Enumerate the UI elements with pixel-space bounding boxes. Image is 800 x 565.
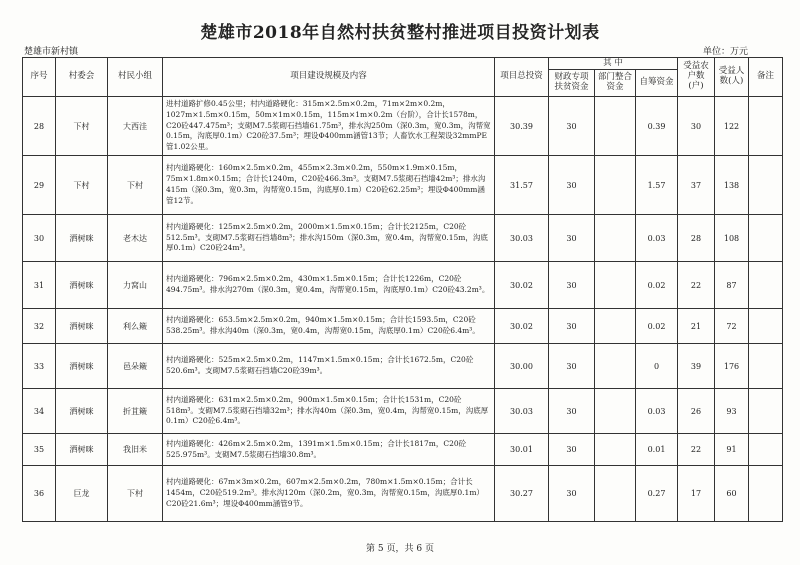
cell-content: 村内道路硬化：525m×2.5m×0.2m，1147m×1.5m×0.15m；合计长1672.5m，C20砼520.6m³。支砌M7.5浆砌石挡墙C20砼39m³。 [163,344,495,389]
cell-dept [595,97,636,156]
cell-dept [595,389,636,434]
cell-self: 0.03 [636,215,678,262]
cell-remark [749,466,783,522]
cell-dept [595,309,636,344]
cell-seq: 35 [23,434,56,466]
table-row [23,344,783,389]
cell-households: 17 [678,466,715,522]
cell-total: 31.57 [495,156,549,215]
cell-people: 91 [715,434,749,466]
cell-households: 37 [678,156,715,215]
cell-fiscal: 30 [549,389,595,434]
cell-fiscal: 30 [549,215,595,262]
cell-fiscal: 30 [549,262,595,309]
table-row [23,309,783,344]
header-group: 村民小组 [108,58,163,97]
cell-seq: 36 [23,466,56,522]
cell-committee: 洒树咪 [56,262,108,309]
cell-people: 93 [715,389,749,434]
header-households: 受益农户数(户) [678,58,715,97]
cell-self: 0.02 [636,262,678,309]
cell-content: 村内道路硬化：125m×2.5m×0.2m，2000m×1.5m×0.15m；合计长2125m，C20砼512.5m³。支砌M7.5浆砌石挡墙8m³；排水沟150m（深0.3m，宽0.4m，沟帮宽0.15m，沟底厚0.1m）C20砼24m³。 [163,215,495,262]
header-remark: 备注 [749,58,783,97]
cell-total: 30.03 [495,389,549,434]
cell-committee: 洒树咪 [56,389,108,434]
cell-content: 村内道路硬化：653.5m×2.5m×0.2m，940m×1.5m×0.15m；合计长1593.5m，C20砼538.25m³。排水沟40m（深0.3m，宽0.4m，沟帮宽0.15m，沟底厚0.1m）C20砼6.4m³。 [163,309,495,344]
header-among: 其 中 [549,58,678,70]
cell-dept [595,156,636,215]
header-committee: 村委会 [56,58,108,97]
page-footer: 第 5 页，共 6 页 [366,544,434,554]
cell-total: 30.03 [495,215,549,262]
document-title: 楚雄市2018年自然村扶贫整村推进项目投资计划表 [200,23,600,43]
cell-group: 下村 [108,156,163,215]
cell-dept [595,434,636,466]
cell-content: 村内道路硬化：160m×2.5m×0.2m，455m×2.3m×0.2m，550m×1.9m×0.15m，75m×1.8m×0.15m；合计长1240m，C20砼466.3m³。支砌M7.5浆砌石挡墙42m³；排水沟415m（深0.3m，宽0.3m，沟帮宽0.15m，沟底厚0.1m）C20砼62.25m³；埋设Φ400mm涵管12节。 [163,156,495,215]
unit-label: 单位：万元 [702,47,748,57]
cell-fiscal: 30 [549,309,595,344]
cell-self: 0.03 [636,389,678,434]
cell-group: 邑朵簸 [108,344,163,389]
cell-people: 87 [715,262,749,309]
cell-self: 0.01 [636,434,678,466]
cell-content: 进村道路扩修0.45公里；村内道路硬化：315m×2.5m×0.2m，71m×2m×0.2m，1027m×1.5m×0.15m，50m×1m×0.15m，115m×1m×0.2m（台阶），合计长1578m，C20砼447.475m³；支砌M7.5浆砌石挡墙61.75m³，排水沟250m（深0.3m，宽0.3m，沟帮宽0.15m，沟底厚0.1m）C20砼37.5m³；埋设Φ400mm涵管13节；人畜饮水工程架设32mmPE管1.02公里。 [163,97,495,156]
cell-remark [749,389,783,434]
table-row [23,156,783,215]
investment-plan-table [22,57,783,522]
header-seq: 序号 [23,58,56,97]
cell-self: 0.02 [636,309,678,344]
table-row [23,389,783,434]
cell-total: 30.27 [495,466,549,522]
header-content: 项目建设规模及内容 [163,58,495,97]
cell-content: 村内道路硬化：796m×2.5m×0.2m，430m×1.5m×0.15m；合计长1226m，C20砼494.75m³。排水沟270m（深0.3m，宽0.4m，沟帮宽0.15m，沟底厚0.1m）C20砼43.2m³。 [163,262,495,309]
cell-seq: 28 [23,97,56,156]
cell-households: 26 [678,389,715,434]
cell-households: 22 [678,434,715,466]
cell-fiscal: 30 [549,97,595,156]
table-row [23,466,783,522]
cell-committee: 下村 [56,97,108,156]
cell-total: 30.02 [495,262,549,309]
cell-people: 176 [715,344,749,389]
cell-people: 72 [715,309,749,344]
cell-remark [749,97,783,156]
cell-content: 村内道路硬化：426m×2.5m×0.2m，1391m×1.5m×0.15m；合计长1817m，C20砼525.975m³。支砌M7.5浆砌石挡墙30.8m³。 [163,434,495,466]
cell-remark [749,156,783,215]
cell-people: 122 [715,97,749,156]
cell-total: 30.01 [495,434,549,466]
cell-self: 0.39 [636,97,678,156]
table-row [23,97,783,156]
cell-group: 大西洼 [108,97,163,156]
cell-households: 39 [678,344,715,389]
cell-self: 0.27 [636,466,678,522]
cell-content: 村内道路硬化：631m×2.5m×0.2m，900m×1.5m×0.15m；合计长1531m，C20砼518m³。支砌M7.5浆砌石挡墙32m³；排水沟40m（深0.3m，宽0.4m，沟帮宽0.15m，沟底厚0.1m）C20砼6.4m³。 [163,389,495,434]
cell-total: 30.39 [495,97,549,156]
cell-dept [595,215,636,262]
cell-group: 老木达 [108,215,163,262]
table-body [23,97,783,522]
cell-committee: 巨龙 [56,466,108,522]
cell-households: 22 [678,262,715,309]
cell-seq: 29 [23,156,56,215]
cell-remark [749,344,783,389]
cell-people: 60 [715,466,749,522]
header-total: 项目总投资 [495,58,549,97]
cell-seq: 31 [23,262,56,309]
cell-dept [595,344,636,389]
cell-households: 30 [678,97,715,156]
cell-people: 108 [715,215,749,262]
cell-self: 1.57 [636,156,678,215]
cell-dept [595,262,636,309]
cell-committee: 下村 [56,156,108,215]
cell-content: 村内道路硬化：67m×3m×0.2m，607m×2.5m×0.2m，780m×1.5m×0.15m；合计长1454m，C20砼519.2m³。排水沟120m（深0.2m，宽0.3m，沟帮宽0.15m，沟底厚0.1m）C20砼21.6m³；埋设Φ400mm涵管9节。 [163,466,495,522]
cell-group: 下村 [108,466,163,522]
table-row [23,215,783,262]
cell-group: 利么簸 [108,309,163,344]
cell-remark [749,434,783,466]
cell-self: 0 [636,344,678,389]
cell-remark [749,309,783,344]
cell-seq: 30 [23,215,56,262]
cell-households: 28 [678,215,715,262]
cell-fiscal: 30 [549,434,595,466]
header-dept: 部门整合资金 [595,70,636,97]
cell-fiscal: 30 [549,466,595,522]
cell-total: 30.00 [495,344,549,389]
cell-group: 我旧米 [108,434,163,466]
header-fiscal: 财政专项扶贫资金 [549,70,595,97]
cell-remark [749,262,783,309]
cell-committee: 洒树咪 [56,344,108,389]
cell-fiscal: 30 [549,156,595,215]
cell-fiscal: 30 [549,344,595,389]
cell-group: 力窝山 [108,262,163,309]
header-people: 受益人数(人) [715,58,749,97]
cell-remark [749,215,783,262]
cell-seq: 34 [23,389,56,434]
header-self: 自筹资金 [636,70,678,97]
cell-people: 138 [715,156,749,215]
cell-dept [595,466,636,522]
cell-seq: 33 [23,344,56,389]
cell-committee: 洒树咪 [56,215,108,262]
cell-households: 21 [678,309,715,344]
town-label: 楚雄市新村镇 [24,47,79,57]
cell-seq: 32 [23,309,56,344]
cell-total: 30.02 [495,309,549,344]
table-row [23,434,783,466]
cell-committee: 洒树咪 [56,309,108,344]
cell-committee: 洒树咪 [56,434,108,466]
cell-group: 折苴簸 [108,389,163,434]
table-row [23,262,783,309]
